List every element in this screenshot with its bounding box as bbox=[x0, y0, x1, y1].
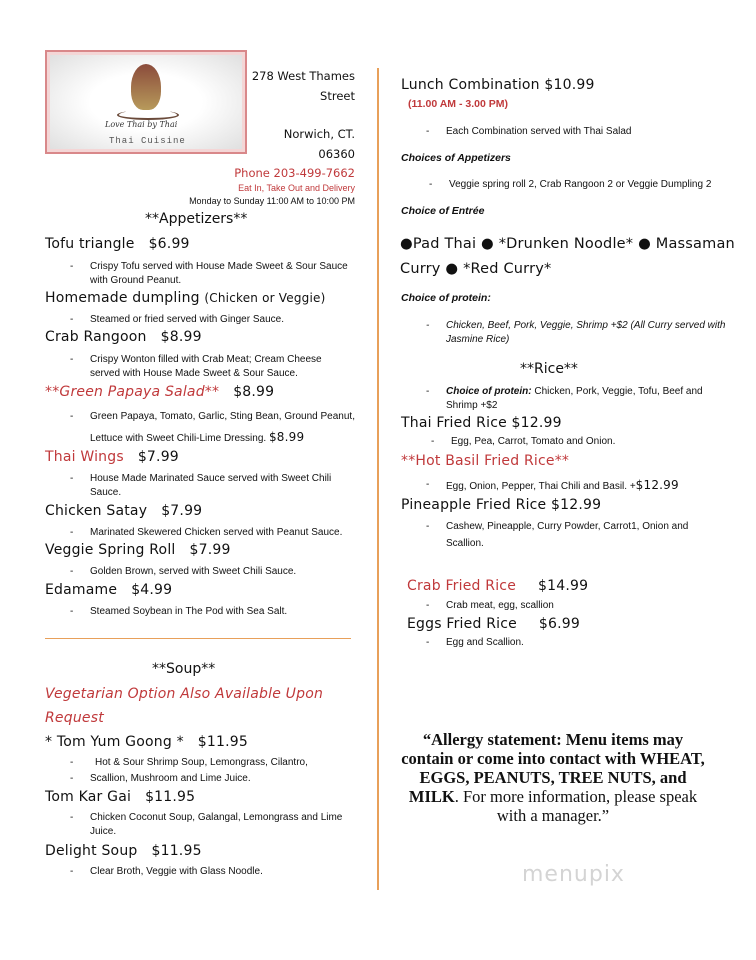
menu-item-name: Veggie Spring Roll $7.99 bbox=[45, 542, 231, 558]
flame-logo-icon bbox=[131, 64, 161, 110]
protein-choice-desc: - Chicken, Beef, Pork, Veggie, Shrimp +$2 (All Curry served with Jasmine Rice) bbox=[426, 320, 726, 345]
menu-item-desc: - Crab meat, egg, scallion bbox=[426, 600, 554, 611]
phone: Phone 203-499-7662 bbox=[234, 166, 355, 180]
address-zip: 06360 bbox=[318, 147, 355, 161]
menu-item-desc: - Steamed or fried served with Ginger Sauce. bbox=[70, 314, 284, 325]
menu-item-name: Tom Kar Gai $11.95 bbox=[45, 789, 196, 805]
menu-item-desc: - Scallion, Mushroom and Lime Juice. bbox=[70, 773, 251, 784]
restaurant-logo bbox=[45, 50, 247, 154]
bullet-icon: ● bbox=[481, 236, 494, 252]
menu-item-name: **Green Papaya Salad** $8.99 bbox=[45, 384, 275, 400]
allergy-statement: “Allergy statement: Menu items may contain or come into contact with WHEAT, EGGS, PEANUTS, TREE NUTS, and MILK. For more information, please speak with a manager.” bbox=[401, 730, 705, 825]
menu-item-name: Homemade dumpling (Chicken or Veggie) bbox=[45, 290, 326, 306]
bullet-icon: ● bbox=[445, 261, 459, 277]
menu-item-desc: - Clear Broth, Veggie with Glass Noodle. bbox=[70, 866, 263, 877]
menu-item-desc: - Hot & Sour Shrimp Soup, Lemongrass, Cilantro, bbox=[70, 757, 308, 768]
menu-item-desc: - Golden Brown, served with Sweet Chili Sauce. bbox=[70, 566, 297, 577]
menu-item-desc: - Cashew, Pineapple, Curry Powder, Carrot1, Onion and Scallion. bbox=[426, 521, 689, 549]
menu-item-name: * Tom Yum Goong * $11.95 bbox=[45, 734, 248, 750]
bullet-icon: ● bbox=[638, 236, 651, 252]
address-city: Norwich, CT. bbox=[283, 127, 355, 141]
menu-item-desc: - House Made Marinated Sauce served with Sweet Chili Sauce. bbox=[70, 473, 332, 498]
menu-item-desc: - Green Papaya, Tomato, Garlic, Sting Bean, Ground Peanut, Lettuce with Sweet Chili-Lime Dressing. $8.99 bbox=[70, 411, 355, 444]
menu-item-desc: - Egg and Scallion. bbox=[426, 637, 524, 648]
appetizers-heading: **Appetizers** bbox=[145, 211, 248, 227]
service-options: Eat In, Take Out and Delivery bbox=[238, 183, 355, 193]
entree-choice-label: Choice of Entrée bbox=[401, 205, 485, 217]
menu-item-name: Thai Wings $7.99 bbox=[45, 449, 179, 465]
opening-hours: Monday to Sunday 11:00 AM to 10:00 PM bbox=[189, 196, 355, 206]
menu-item-desc: - Crispy Tofu served with House Made Sweet & Sour Sauce with Ground Peanut. bbox=[70, 261, 348, 286]
logo-subtext: Thai Cuisine bbox=[109, 136, 186, 146]
column-divider bbox=[377, 68, 379, 890]
menu-item-desc: - Egg, Onion, Pepper, Thai Chili and Basil. +$12.99 bbox=[426, 478, 679, 492]
menu-item-desc: - Chicken Coconut Soup, Galangal, Lemongrass and Lime Juice. bbox=[70, 812, 343, 837]
menu-item-desc: - Marinated Skewered Chicken served with Peanut Sauce. bbox=[70, 527, 343, 538]
menu-item-name: Eggs Fried Rice $6.99 bbox=[407, 616, 581, 632]
menu-item-desc: - Steamed Soybean in The Pod with Sea Salt. bbox=[70, 606, 288, 617]
menu-item-name: Tofu triangle $6.99 bbox=[45, 236, 190, 252]
section-divider bbox=[45, 638, 351, 639]
menu-item-name: Crab Fried Rice $14.99 bbox=[407, 578, 589, 594]
appetizer-choice-label: Choices of Appetizers bbox=[401, 152, 511, 164]
menu-item-name: Edamame $4.99 bbox=[45, 582, 173, 598]
lunch-hours: (11.00 AM - 3.00 PM) bbox=[408, 98, 508, 110]
lunch-heading: Lunch Combination $10.99 bbox=[401, 77, 595, 93]
plate-logo-icon bbox=[117, 110, 179, 120]
appetizer-choice-desc: - Veggie spring roll 2, Crab Rangoon 2 or Veggie Dumpling 2 bbox=[429, 179, 712, 190]
protein-choice-label: Choice of protein: bbox=[401, 292, 491, 304]
entree-options: ●Pad Thai ● *Drunken Noodle* ● Massaman Curry ● *Red Curry* bbox=[400, 236, 735, 277]
bullet-icon: ● bbox=[400, 236, 413, 252]
vegetarian-note-2: Request bbox=[45, 710, 104, 726]
menu-item-name: Pineapple Fried Rice $12.99 bbox=[401, 497, 602, 513]
menu-item-desc: - Crispy Wonton filled with Crab Meat; Cream Cheese served with House Made Sweet & Sour Sauce. bbox=[70, 354, 322, 379]
rice-heading: **Rice** bbox=[520, 361, 578, 377]
soup-heading: **Soup** bbox=[152, 661, 216, 677]
address-street-2: Street bbox=[320, 89, 355, 103]
menu-item-desc: - Egg, Pea, Carrot, Tomato and Onion. bbox=[431, 436, 616, 447]
logo-text: Love Thai by Thai bbox=[105, 120, 178, 129]
menu-item-name: Thai Fried Rice $12.99 bbox=[401, 415, 562, 431]
menu-item-name: Delight Soup $11.95 bbox=[45, 843, 202, 859]
watermark: menupix bbox=[522, 862, 625, 887]
menu-item-name: Crab Rangoon $8.99 bbox=[45, 329, 202, 345]
lunch-desc: - Each Combination served with Thai Salad bbox=[426, 126, 632, 137]
vegetarian-note: Vegetarian Option Also Available Upon bbox=[45, 686, 324, 702]
menu-item-name: **Hot Basil Fried Rice** bbox=[401, 453, 570, 469]
rice-protein-desc: - Choice of protein: Chicken, Pork, Veggie, Tofu, Beef and Shrimp +$2 bbox=[426, 386, 703, 411]
address-street: 278 West Thames bbox=[251, 69, 355, 83]
menu-item-name: Chicken Satay $7.99 bbox=[45, 503, 203, 519]
